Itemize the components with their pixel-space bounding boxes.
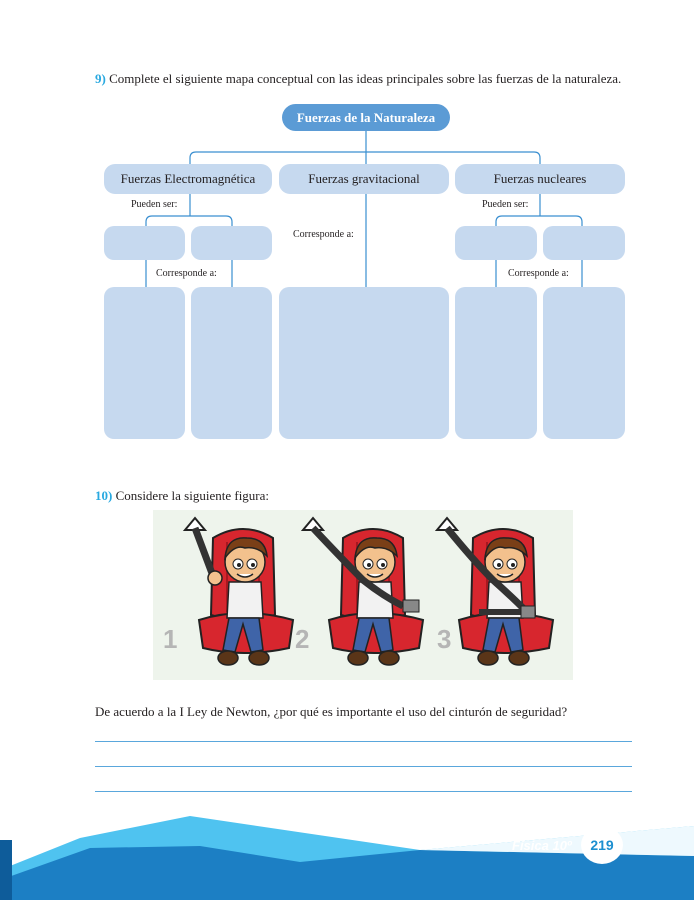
figure-kid-1 [185,518,293,665]
connector-nuclear-bracket [496,216,582,226]
question-10-number: 10) [95,488,113,503]
question-9-text: Complete el siguiente mapa conceptual con las ideas principales sobre las fuerzas de la naturaleza. [109,71,622,86]
page-number: 219 [581,826,623,864]
seatbelt-illustration [153,510,573,680]
figure-step-3: 3 [437,624,452,654]
question-10-text: Considere la siguiente figura: [115,488,270,503]
footer-left-edge [0,840,12,900]
category-electromagnetic: Fuerzas Electromagnética [104,164,272,194]
label-corresponde-left: Corresponde a: [156,268,217,279]
figure-step-1: 1 [163,624,178,654]
figure-kid-3 [437,518,553,665]
figure-kid-2 [303,518,423,665]
seatbelt-figure [153,510,573,680]
answer-box-em-detail-2[interactable] [191,287,272,439]
label-pueden-ser-left: Pueden ser: [131,199,178,210]
connector-root-bracket [190,152,540,164]
concept-map-root: Fuerzas de la Naturaleza [282,104,450,131]
category-nuclear: Fuerzas nucleares [455,164,625,194]
seatbelt-question: De acuerdo a la I Ley de Newton, ¿por qué es importante el uso del cinturón de seguridad? [95,704,568,719]
answer-line-2[interactable] [95,766,632,767]
answer-line-3[interactable] [95,791,632,792]
answer-box-nuclear-type-2[interactable] [543,226,625,260]
answer-box-em-type-2[interactable] [191,226,272,260]
answer-box-nuclear-detail-1[interactable] [455,287,537,439]
question-9-number: 9) [95,71,106,86]
figure-step-2: 2 [295,624,310,654]
answer-box-nuclear-detail-2[interactable] [543,287,625,439]
label-pueden-ser-right: Pueden ser: [482,199,529,210]
label-corresponde-right: Corresponde a: [508,268,569,279]
category-gravitational: Fuerzas gravitacional [279,164,449,194]
label-corresponde-middle: Corresponde a: [293,229,354,240]
connector-em-bracket [146,216,232,226]
question-10-title [95,488,269,504]
footer-subject: Física 10º [512,838,572,853]
answer-box-em-type-1[interactable] [104,226,185,260]
answer-box-em-detail-1[interactable] [104,287,185,439]
answer-line-1[interactable] [95,741,632,742]
answer-box-gravity-detail[interactable] [279,287,449,439]
answer-box-nuclear-type-1[interactable] [455,226,537,260]
